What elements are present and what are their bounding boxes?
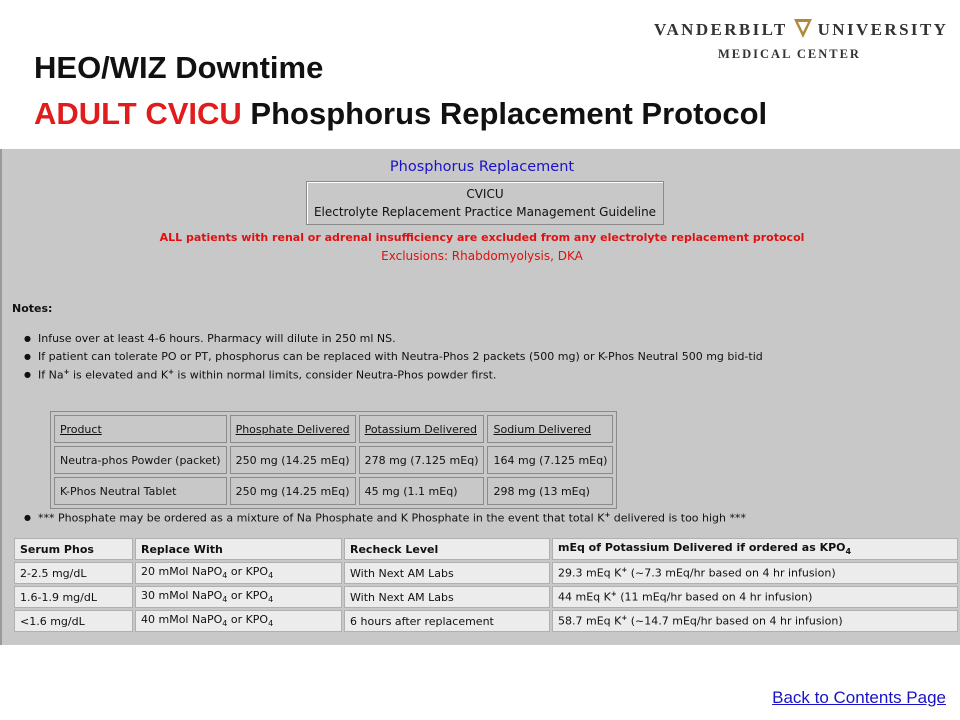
col-header-text: mEq of Potassium Delivered if ordered as KPO — [558, 541, 846, 555]
note-text: If Na — [38, 368, 64, 382]
oak-leaf-icon — [792, 17, 814, 39]
plus-sign: + — [63, 368, 70, 376]
table-cell: 278 mg (7.125 mEq) — [359, 446, 485, 474]
exclusions-text: Exclusions: Rhabdomyolysis, DKA — [381, 249, 583, 263]
table-cell — [552, 586, 958, 608]
cell-text: 44 mEq K — [558, 590, 611, 604]
logo-text-medical-center: MEDICAL CENTER — [718, 47, 861, 61]
col-header: Phosphate Delivered — [230, 415, 356, 443]
table-row — [14, 586, 958, 608]
table-cell: 2-2.5 mg/dL — [14, 562, 133, 584]
note-bullet — [38, 511, 746, 525]
table-cell: K-Phos Neutral Tablet — [54, 477, 227, 505]
logo-text-university: UNIVERSITY — [817, 20, 949, 39]
protocol-screenshot — [0, 149, 960, 645]
note-bullet — [38, 368, 496, 382]
table-cell: With Next AM Labs — [344, 562, 550, 584]
guideline-name: Electrolyte Replacement Practice Management Guideline — [313, 205, 657, 219]
guideline-unit: CVICU — [466, 187, 504, 201]
cell-text: 58.7 mEq K — [558, 614, 622, 628]
table-cell: <1.6 mg/dL — [14, 610, 133, 632]
cell-text: or KPO — [227, 589, 269, 603]
plus-sign: + — [621, 566, 628, 575]
cell-text: (11 mEq/hr based on 4 hr infusion) — [616, 590, 813, 604]
note-text: is within normal limits, consider Neutra-Phos powder first. — [173, 368, 497, 382]
table-header-row — [54, 415, 613, 443]
table-cell: 6 hours after replacement — [344, 610, 550, 632]
col-header — [552, 538, 958, 560]
page-subtitle — [34, 96, 767, 132]
table-cell — [552, 562, 958, 584]
product-table — [50, 411, 617, 509]
table-cell — [135, 586, 342, 608]
col-header: Serum Phos — [14, 538, 133, 560]
guideline-box — [306, 181, 664, 225]
table-row — [54, 477, 613, 505]
table-row — [54, 446, 613, 474]
vumc-logo — [654, 13, 949, 65]
table-cell: 298 mg (13 mEq) — [487, 477, 613, 505]
col-header: Potassium Delivered — [359, 415, 485, 443]
exclusion-warning: ALL patients with renal or adrenal insufficiency are excluded from any electrolyte replacement protocol — [159, 231, 805, 244]
col-header: Recheck Level — [344, 538, 550, 560]
cell-text: (~7.3 mEq/hr based on 4 hr infusion) — [627, 566, 836, 580]
cell-text: 30 mMol NaPO — [141, 589, 223, 603]
table-cell — [135, 562, 342, 584]
cell-text: or KPO — [227, 565, 269, 579]
col-header: Replace With — [135, 538, 342, 560]
page-title: HEO/WIZ Downtime — [34, 50, 324, 85]
plus-sign: + — [168, 368, 174, 376]
table-header-row — [14, 538, 958, 560]
cell-text: (~14.7 mEq/hr based on 4 hr infusion) — [627, 614, 843, 628]
plus-sign: + — [610, 590, 617, 599]
table-cell: Neutra-phos Powder (packet) — [54, 446, 227, 474]
cell-text: 40 mMol NaPO — [141, 613, 223, 627]
col-header: Product — [54, 415, 227, 443]
col-header: Sodium Delivered — [487, 415, 613, 443]
table-cell: 250 mg (14.25 mEq) — [230, 477, 356, 505]
subtitle-protocol: Phosphorus Replacement Protocol — [241, 96, 768, 131]
table-cell: With Next AM Labs — [344, 586, 550, 608]
subscript: 4 — [845, 547, 852, 557]
note-text: is elevated and K — [69, 368, 169, 382]
subscript: 4 — [222, 595, 228, 605]
note-bullet: ● If patient can tolerate PO or PT, phosphorus can be replaced with Neutra-Phos 2 packets (500 mg) or K-Phos Neutral 500 mg bid-tid — [38, 350, 763, 363]
note-text: delivered is too high *** — [610, 511, 747, 525]
plus-sign: + — [604, 511, 611, 519]
cell-text: or KPO — [227, 613, 269, 627]
subtitle-unit: ADULT CVICU — [34, 96, 242, 131]
cell-text: 20 mMol NaPO — [141, 565, 223, 579]
table-cell — [552, 610, 958, 632]
note-text: *** Phosphate may be ordered as a mixture of Na Phosphate and K Phosphate in the event that total K — [38, 511, 605, 525]
plus-sign: + — [621, 614, 628, 623]
notes-label: Notes: — [12, 302, 53, 315]
table-cell — [135, 610, 342, 632]
back-to-contents-link[interactable]: Back to Contents Page — [772, 688, 946, 707]
subscript: 4 — [268, 619, 274, 629]
table-row — [14, 610, 958, 632]
table-cell: 250 mg (14.25 mEq) — [230, 446, 356, 474]
table-row — [14, 562, 958, 584]
table-cell: 45 mg (1.1 mEq) — [359, 477, 485, 505]
subscript: 4 — [222, 619, 228, 629]
cell-text: 29.3 mEq K — [558, 566, 622, 580]
serum-phos-table — [12, 536, 960, 634]
subscript: 4 — [268, 571, 274, 581]
table-cell: 164 mg (7.125 mEq) — [487, 446, 613, 474]
logo-text-vanderbilt: VANDERBILT — [654, 20, 788, 39]
document-title: Phosphorus Replacement — [389, 159, 575, 175]
subscript: 4 — [268, 595, 274, 605]
subscript: 4 — [222, 571, 228, 581]
note-bullet: ● Infuse over at least 4-6 hours. Pharmacy will dilute in 250 ml NS. — [38, 332, 396, 345]
table-cell: 1.6-1.9 mg/dL — [14, 586, 133, 608]
